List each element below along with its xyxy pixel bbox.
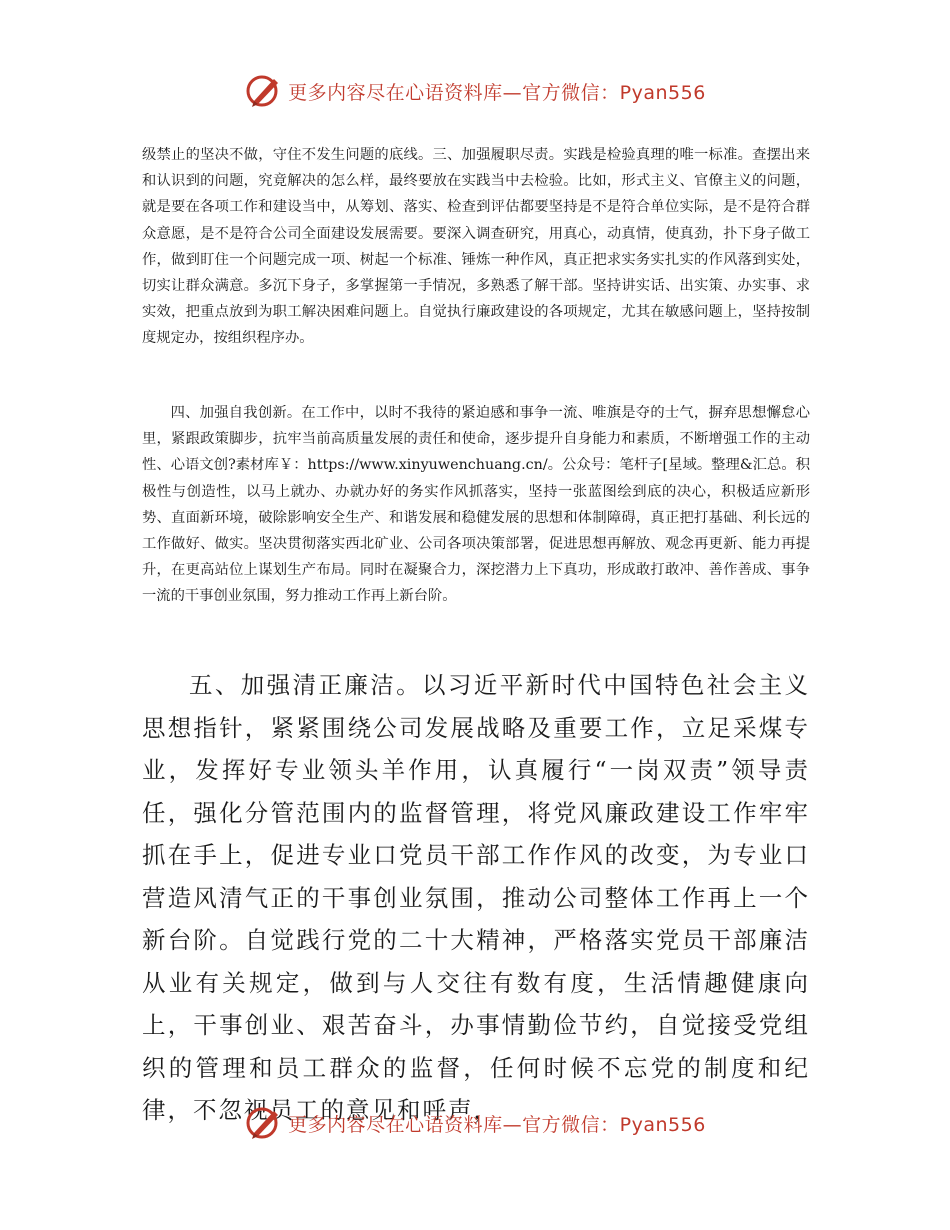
banner-text: 更多内容尽在心语资料库—官方微信：Pyan556 [288,81,706,104]
pen-logo-icon [244,1103,284,1143]
pen-logo-icon [244,71,284,111]
paragraph-2: 四、加强自我创新。在工作中，以时不我待的紧迫感和事争一流、唯旗是夺的士气，摒弃思想懈怠心里，紧跟政策脚步，抗牢当前高质量发展的责任和使命，逐步提升自身能力和素质，不断增强工作的主动性、心语文创?素材库￥：https://www.xinyuwenchuang.cn/。公众号：笔杆子[星域。整理&汇总。积极性与创造性，以马上就办、办就办好的务实作风抓落实，坚持一张蓝图绘到底的决心，积极适应新形势、直面新环境，破除影响安全生产、和谐发展和稳健发展的思想和体制障碍，真正把打基础、利长远的工作做好、做实。坚决贯彻落实西北矿业、公司各项决策部署，促进思想再解放、观念再更新、能力再提升，在更高站位上谋划生产布局。同时在凝聚合力，深挖潜力上下真功，形成敢打敢冲、善作善成、事争一流的干事创业氛围，努力推动工作再上新台阶。 [142,405,810,605]
header-banner [0,66,950,116]
footer-banner [0,1098,950,1148]
banner-text: 更多内容尽在心语资料库—官方微信：Pyan556 [288,1113,706,1136]
paragraph-1: 级禁止的坚决不做，守住不发生问题的底线。三、加强履职尽责。实践是检验真理的唯一标准。查摆出来和认识到的问题，究竟解决的怎么样，最终要放在实践当中去检验。比如，形式主义、官僚主义的问题，就是要在各项工作和建设当中，从筹划、落实、检查到评估都要坚持是不是符合单位实际，是不是符合群众意愿，是不是符合公司全面建设发展需要。要深入调查研究，用真心，动真情，使真劲，扑下身子做工作，做到盯住一个问题完成一项、树起一个标准、锤炼一种作风，真正把求实务实扎实的作风落到实处，切实让群众满意。多沉下身子，多掌握第一手情况，多熟悉了解干部。坚持讲实话、出实策、办实事、求实效，把重点放到为职工解决困难问题上。自觉执行廉政建设的各项规定，尤其在敏感问题上，坚持按制度规定办，按组织程序办。 [142,147,810,347]
paragraph-3: 五、加强清正廉洁。以习近平新时代中国特色社会主义思想指针，紧紧围绕公司发展战略及重要工作，立足采煤专业，发挥好专业领头羊作用，认真履行“一岗双责”领导责任，强化分管范围内的监督管理，将党风廉政建设工作牢牢抓在手上，促进专业口党员干部工作作风的改变，为专业口营造风清气正的干事创业氛围，推动公司整体工作再上一个新台阶。自觉践行党的二十大精神，严格落实党员干部廉洁从业有关规定，做到与人交往有数有度，生活情趣健康向上，干事创业、艰苦奋斗，办事情勤俭节约，自觉接受党组织的管理和员工群众的监督，任何时候不忘党的制度和纪律，不忽视员工的意见和呼声， [142,671,810,1124]
